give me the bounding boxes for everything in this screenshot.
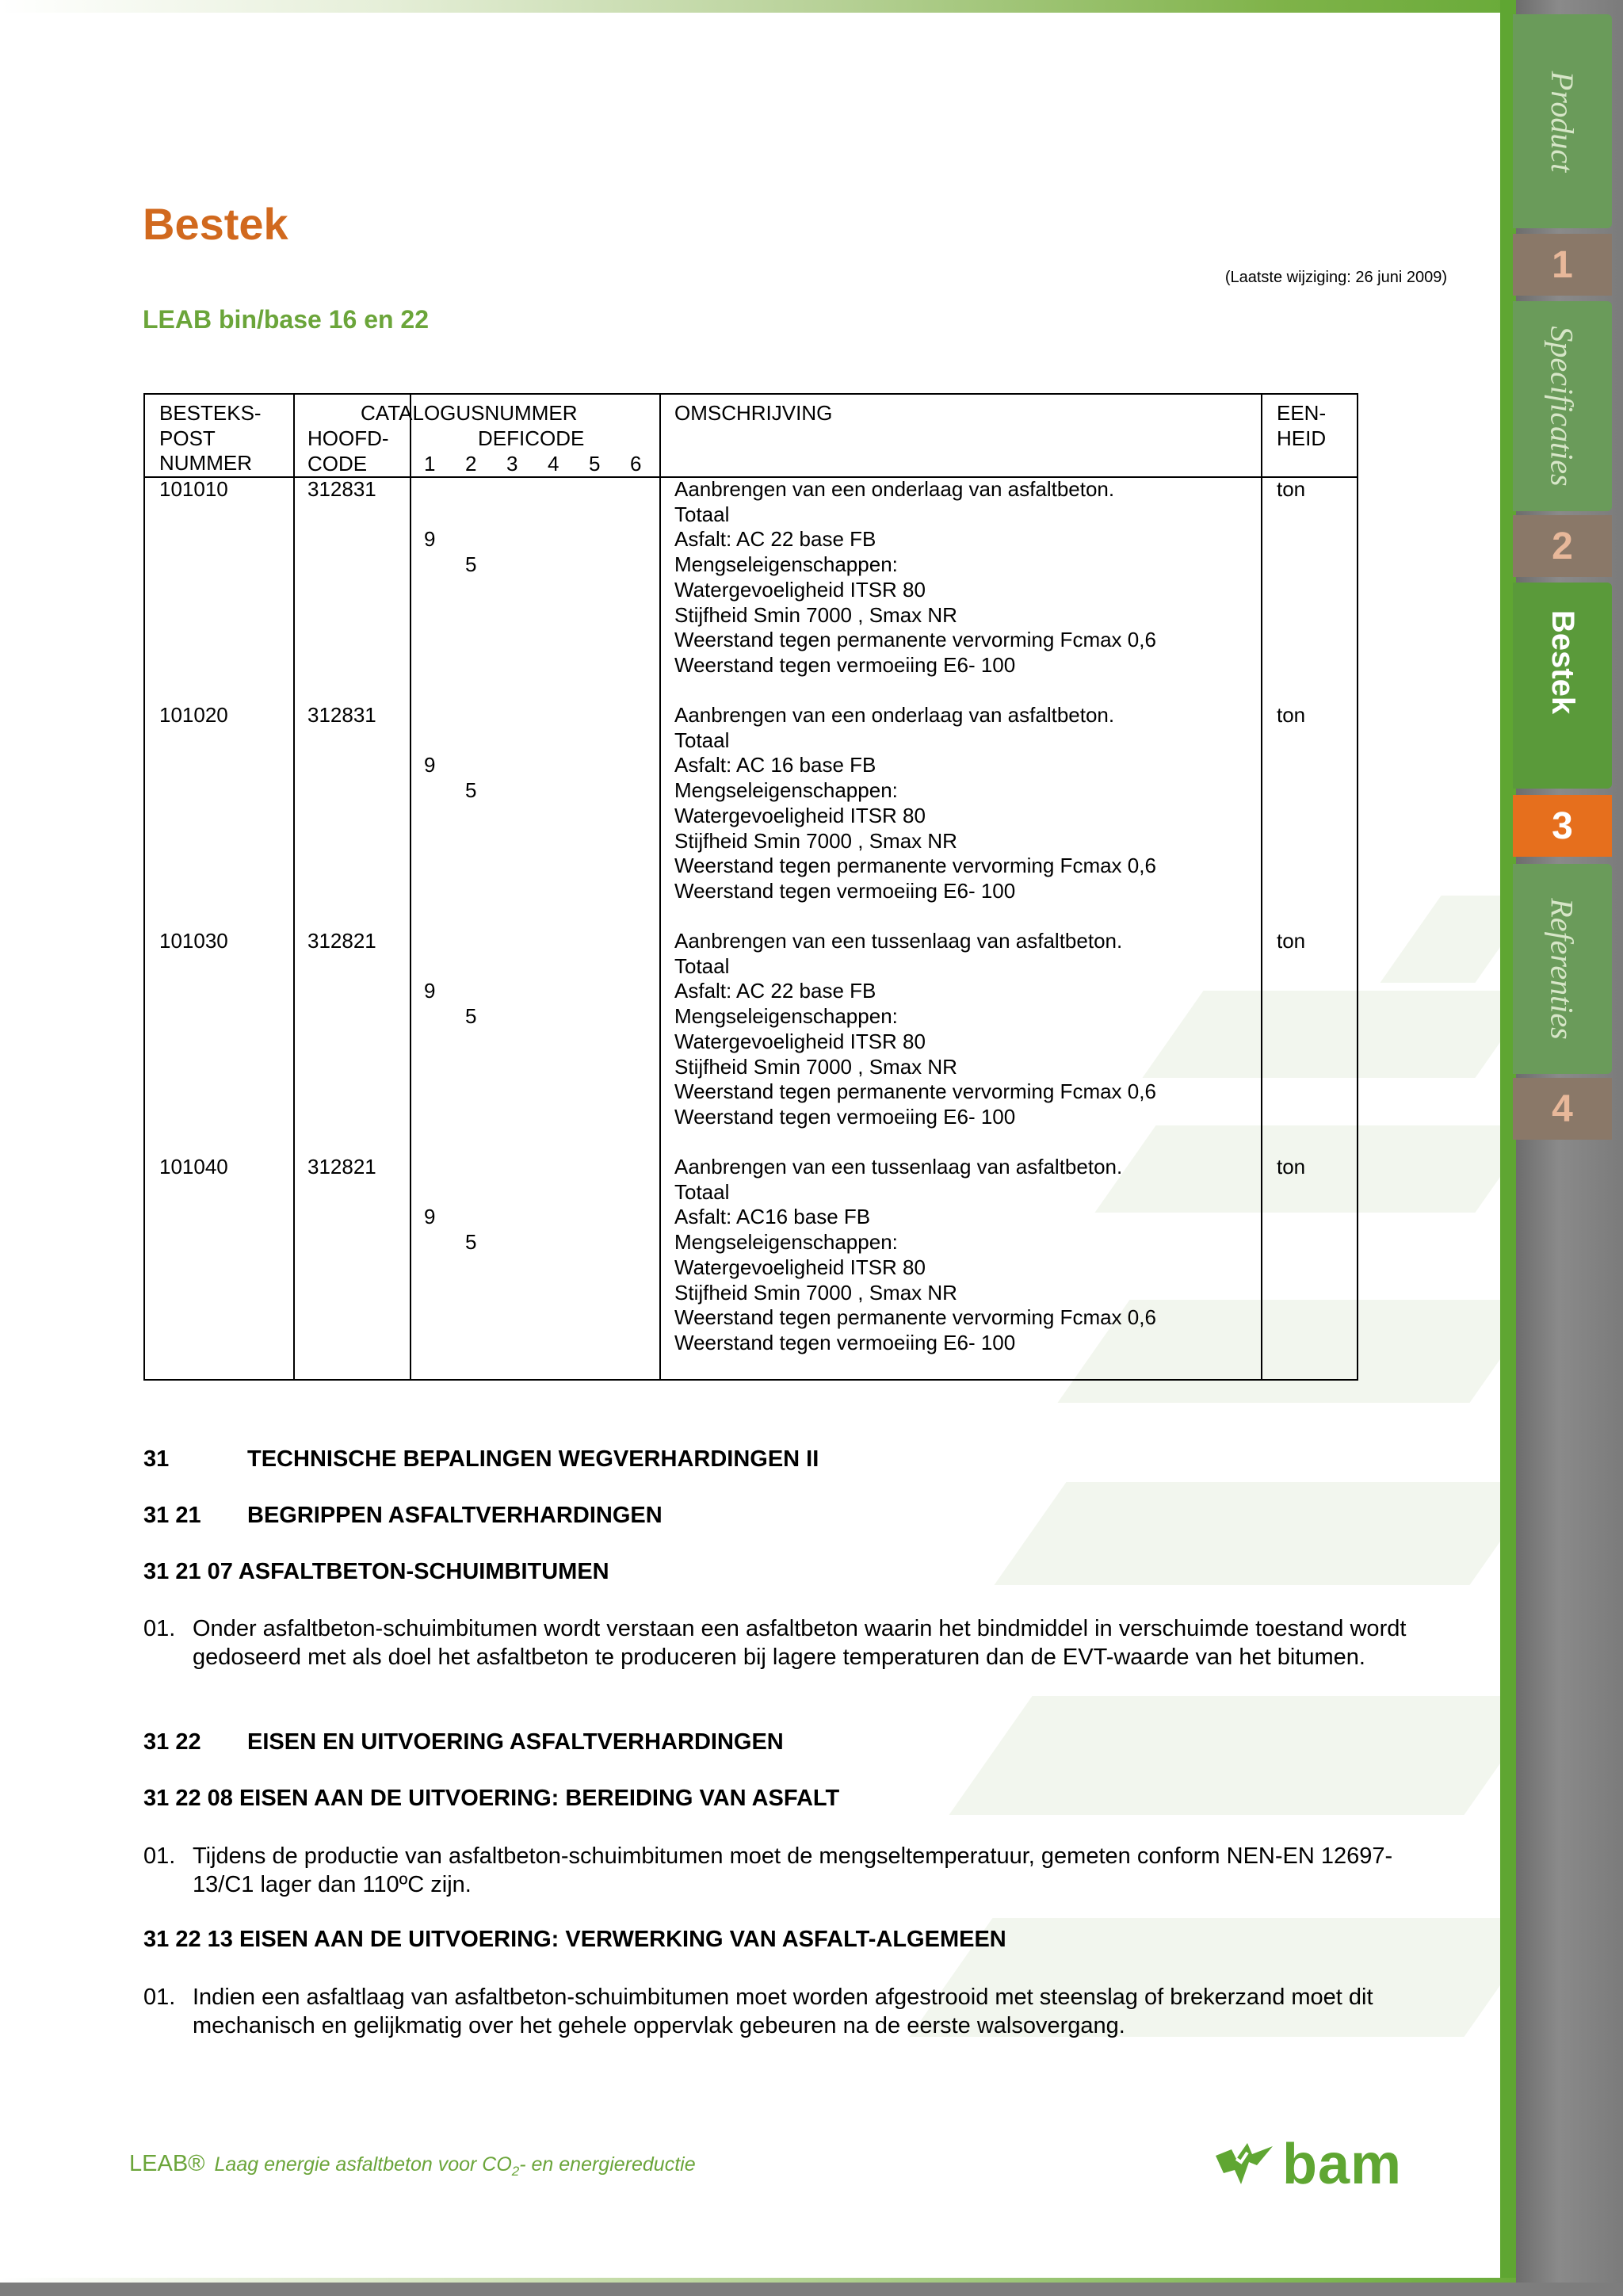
row1-omschrijving: Aanbrengen van een onderlaag van asfaltbeton. Totaal Asfalt: AC 22 base FB Mengseleigenschappen: Watergevoeligheid ITSR 80 Stijfheid Smin 7000 , Smax NR Weerstand tegen permanente vervorming Fcmax 0,6 Weerstand tegen vermoeiing E6- 100 [674, 477, 1156, 677]
bottom-gray-strip [0, 2283, 1623, 2296]
tab-product[interactable] [1513, 14, 1612, 228]
row2-hoofdcode: 312831 [307, 703, 376, 727]
row4-eenheid: ton [1277, 1155, 1306, 1179]
tab-bestek-label: Bestek [1545, 609, 1581, 714]
row2-omschrijving: Aanbrengen van een onderlaag van asfaltbeton. Totaal Asfalt: AC 16 base FB Mengseleigenschappen: Watergevoeligheid ITSR 80 Stijfheid Smin 7000 , Smax NR Weerstand tegen permanente vervorming Fcmax 0,6 Weerstand tegen vermoeiing E6- 100 [674, 703, 1156, 903]
row3-omschrijving: Aanbrengen van een tussenlaag van asfaltbeton. Totaal Asfalt: AC 22 base FB Mengseleigenschappen: Watergevoeligheid ITSR 80 Stijfheid Smin 7000 , Smax NR Weerstand tegen permanente vervorming Fcmax 0,6 Weerstand tegen vermoeiing E6- 100 [674, 929, 1156, 1129]
tab-specificaties[interactable] [1513, 301, 1612, 511]
section-31-21-07: 31 21 07 ASFALTBETON-SCHUIMBITUMEN [143, 1559, 609, 1584]
bam-logo [1212, 2132, 1402, 2197]
row3-nummer: 101030 [159, 929, 228, 953]
top-gradient-bar [0, 0, 1506, 13]
tab-4[interactable]: 4 [1513, 1078, 1612, 1140]
row4-hoofdcode: 312821 [307, 1155, 376, 1179]
row4-deficode-1: 9 [424, 1205, 436, 1228]
section-31-22: 31 22 EISEN EN UITVOERING ASFALTVERHARDINGEN [143, 1729, 784, 1755]
tab-referenties[interactable] [1513, 864, 1612, 1074]
section-31-21: 31 21 BEGRIPPEN ASFALTVERHARDINGEN [143, 1503, 663, 1528]
footer-tagline: Laag energie asfaltbeton voor $CO_2-$ en energiereductie [214, 2153, 696, 2179]
row3-hoofdcode: 312821 [307, 929, 376, 953]
section-31: 31 TECHNISCHE BEPALINGEN WEGVERHARDINGEN II [143, 1446, 819, 1472]
table-divider [659, 395, 661, 1379]
spec-table [143, 393, 1358, 1381]
header-hoofdcode: HOOFD- CODE [307, 426, 389, 476]
row4-deficode-2: 5 [465, 1230, 477, 1254]
last-modified-note: (Laatste wijziging: 26 juni 2009) [1224, 269, 1447, 286]
tab-referenties-label: Referenties [1545, 898, 1580, 1040]
row1-deficode-1: 9 [424, 527, 436, 551]
bam-logo-text: bam [1282, 2133, 1403, 2196]
row2-deficode-2: 5 [465, 778, 477, 802]
page-subtitle: LEAB bin/base 16 en 22 [143, 305, 430, 334]
section-31-22-08: 31 22 08 EISEN AAN DE UITVOERING: BEREIDING VAN ASFALT [143, 1786, 840, 1811]
row1-deficode-2: 5 [465, 552, 477, 576]
background-stripe [949, 1696, 1547, 1815]
header-omschrijving: OMSCHRIJVING [674, 401, 833, 425]
tab-product-label: Product [1545, 71, 1581, 172]
header-deficode-digits: 1 2 3 4 5 6 [424, 452, 642, 476]
section-31-22-13: 31 22 13 EISEN AAN DE UITVOERING: VERWERKING VAN ASFALT-ALGEMEEN [143, 1927, 1006, 1952]
tab-3[interactable]: 3 [1513, 795, 1612, 857]
row1-nummer: 101010 [159, 477, 228, 501]
tab-specificaties-label: Specificaties [1545, 326, 1580, 487]
row4-omschrijving: Aanbrengen van een tussenlaag van asfaltbeton. Totaal Asfalt: AC16 base FB Mengseleigenschappen: Watergevoeligheid ITSR 80 Stijfheid Smin 7000 , Smax NR Weerstand tegen permanente vervorming Fcmax 0,6 Weerstand tegen vermoeiing E6- 100 [674, 1155, 1156, 1354]
row3-deficode-1: 9 [424, 979, 436, 1003]
row2-nummer: 101020 [159, 703, 228, 727]
tab-2[interactable]: 2 [1513, 515, 1612, 577]
paragraph-31-22-08-01: 01. Tijdens de productie van asfaltbeton-schuimbitumen moet de mengseltemperatuur, gemeten conform NEN-EN 12697-13/C1 lager dan 110ºC zijn. [143, 1843, 1393, 1897]
footer-brand [129, 2151, 696, 2179]
row3-eenheid: ton [1277, 929, 1306, 953]
paragraph-31-22-13-01: 01. Indien een asfaltlaag van asfaltbeton-schuimbitumen moet worden afgestrooid met steenslag of brekerzand moet dit mechanisch en gelijkmatig over het gehele oppervlak gebeuren na de eerste walsovergang. [143, 1985, 1373, 2038]
background-stripe [994, 1482, 1541, 1585]
tab-1[interactable]: 1 [1513, 234, 1612, 296]
footer-brand-name: LEAB® [129, 2151, 205, 2176]
header-deficode: DEFICODE [478, 426, 585, 450]
table-divider [1261, 395, 1262, 1379]
paragraph-31-21-07-01: 01. Onder asfaltbeton-schuimbitumen wordt verstaan een asfaltbeton waarin het bindmiddel in verschuimde toestand wordt gedoseerd met als doel het asfaltbeton te produceren bij lagere temperaturen dan de EVT-waarde van het bitumen. [143, 1616, 1407, 1670]
header-bestekspost: BESTEKS- POST NUMMER [159, 401, 262, 475]
row4-nummer: 101040 [159, 1155, 228, 1179]
row1-hoofdcode: 312831 [307, 477, 376, 501]
row2-deficode-1: 9 [424, 753, 436, 777]
row2-eenheid: ton [1277, 703, 1306, 727]
tab-bestek[interactable] [1513, 583, 1612, 741]
table-divider [410, 395, 411, 1379]
header-eenheid: EEN- HEID [1277, 401, 1327, 450]
header-catalogusnummer: CATALOGUSNUMMER [361, 401, 578, 425]
table-divider [293, 395, 295, 1379]
row3-deficode-2: 5 [465, 1004, 477, 1028]
bam-logo-icon [1212, 2138, 1276, 2191]
page-title: Bestek [143, 199, 288, 249]
row1-eenheid: ton [1277, 477, 1306, 501]
